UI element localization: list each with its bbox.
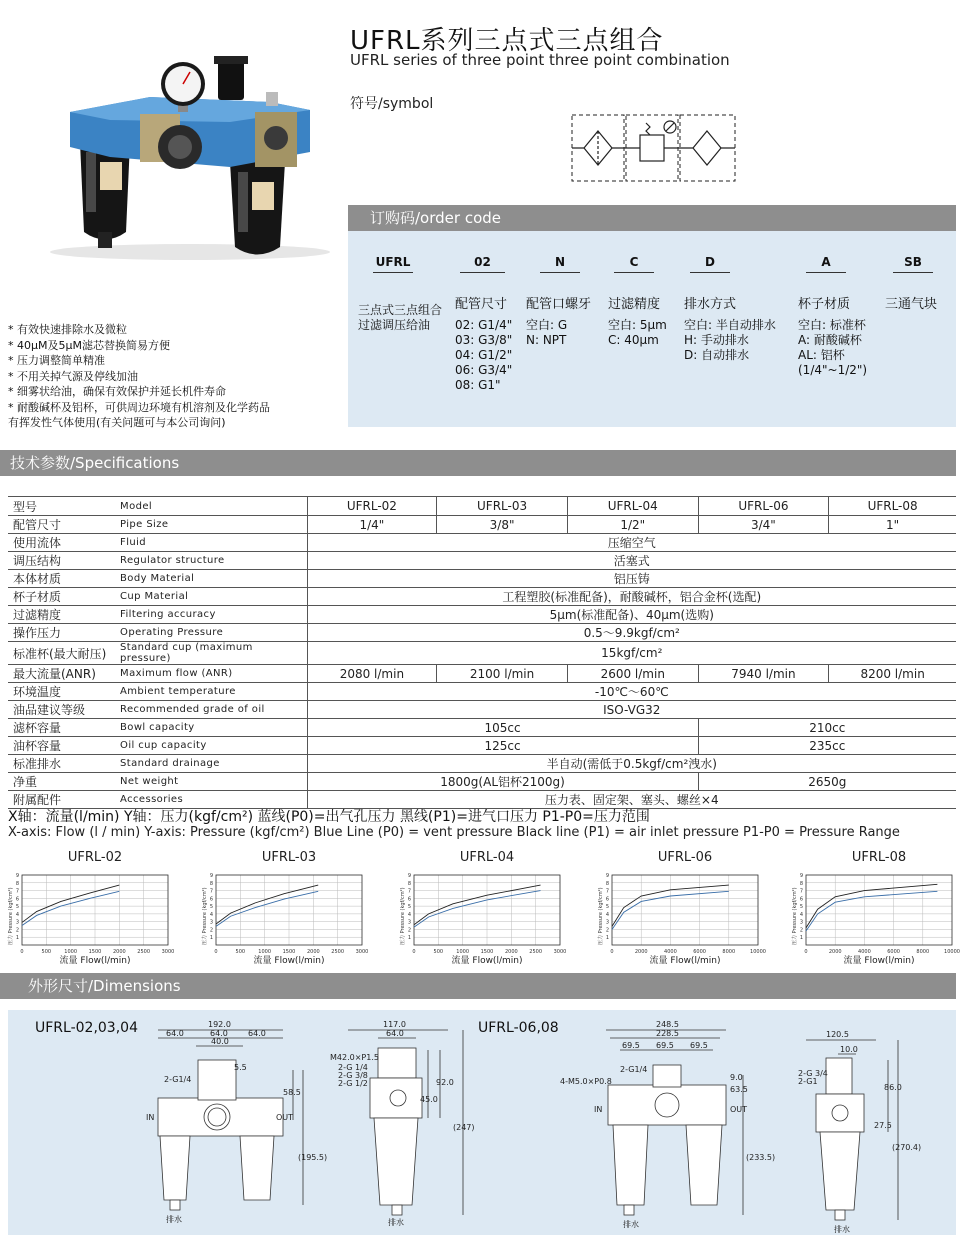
dim-label: 40.0 bbox=[211, 1037, 229, 1046]
y-axis-label: 压力 Pressure (kgf/cm²) bbox=[202, 887, 208, 945]
spec-value: 1" bbox=[829, 516, 956, 534]
x-tick-label: 1500 bbox=[88, 949, 102, 955]
y-axis-label: 压力 Pressure (kgf/cm²) bbox=[792, 887, 798, 945]
dim-label: 2-G1 bbox=[798, 1077, 818, 1086]
feature-item: * 细雾状给油，确保有效保护并延长机件寿命 bbox=[8, 385, 226, 398]
x-tick-label: 1000 bbox=[64, 949, 78, 955]
spec-value: 活塞式 bbox=[307, 552, 956, 570]
spec-value: 3/8" bbox=[437, 516, 568, 534]
y-tick-label: 2 bbox=[407, 927, 411, 934]
y-tick-label: 8 bbox=[799, 880, 803, 887]
desc-line: 06: G3/4" bbox=[455, 363, 513, 377]
spec-value: 0.5～9.9kgf/cm² bbox=[307, 624, 956, 642]
spec-label-zh: 使用流体 bbox=[8, 534, 115, 552]
x-tick-label: 0 bbox=[610, 949, 614, 955]
dimension-drawings bbox=[8, 1010, 956, 1235]
spec-label-zh: 最大流量(ANR) bbox=[8, 665, 115, 683]
spec-value: 105cc bbox=[307, 719, 698, 737]
spec-value: 1/4" bbox=[307, 516, 437, 534]
order-code-panel bbox=[348, 231, 956, 427]
dim-label: IN bbox=[146, 1113, 155, 1122]
dim-label: 10.0 bbox=[840, 1045, 858, 1054]
dim-label: 4-M5.0×P0.8 bbox=[560, 1077, 612, 1086]
desc-line: 空白: 5μm bbox=[608, 318, 667, 332]
spec-row bbox=[8, 606, 956, 624]
desc-heading: 配管口螺牙 bbox=[526, 297, 592, 312]
desc-heading: 三通气块 bbox=[885, 297, 938, 312]
x-tick-label: 6000 bbox=[693, 949, 706, 955]
dim-label: 排水 bbox=[166, 1215, 182, 1224]
specifications-header: 技术参数/Specifications bbox=[0, 450, 956, 476]
y-tick-label: 1 bbox=[605, 935, 609, 942]
spec-label-zh: 标准排水 bbox=[8, 755, 115, 773]
y-tick-label: 9 bbox=[407, 873, 411, 879]
spec-value: 1800g(AL铝杯2100g) bbox=[307, 773, 698, 791]
spec-label-en: Recommended grade of oil bbox=[115, 701, 307, 719]
x-axis-label: 流量 Flow(l/min) bbox=[843, 956, 915, 966]
spec-label-zh: 型号 bbox=[8, 497, 115, 516]
spec-value: 235cc bbox=[698, 737, 956, 755]
axis-legend-zh: X轴：流量(l/min) Y轴：压力(kgf/cm²) 蓝线(P0)=出气孔压力 黑线(P1)=进气口压力 P1-P0=压力范围 bbox=[8, 809, 650, 825]
order-code-item: N bbox=[540, 255, 580, 273]
dim-label: 2-G1/4 bbox=[620, 1065, 648, 1074]
x-tick-label: 2000 bbox=[828, 949, 842, 955]
dim-b-front bbox=[606, 1030, 743, 1215]
dim-label: 92.0 bbox=[436, 1078, 454, 1087]
page-subtitle: UFRL series of three point three point combination bbox=[350, 51, 730, 69]
dim-label: 45.0 bbox=[420, 1095, 438, 1104]
order-code-desc bbox=[608, 297, 667, 348]
dim-label: 27.5 bbox=[874, 1121, 892, 1130]
spec-row bbox=[8, 552, 956, 570]
dim-label: 120.5 bbox=[826, 1030, 849, 1039]
desc-line: 08: G1" bbox=[455, 378, 501, 392]
spec-label-en: Ambient temperature bbox=[115, 683, 307, 701]
feature-item: * 耐酸碱杯及铝杯，可供周边环境有机溶剂及化学药品 bbox=[8, 400, 270, 414]
x-axis-label: 流量 Flow(l/min) bbox=[253, 956, 325, 966]
y-tick-label: 6 bbox=[209, 896, 213, 903]
desc-heading: 过滤精度 bbox=[608, 297, 661, 312]
dimensions-header: 外形尺寸/Dimensions bbox=[0, 973, 956, 999]
spec-value: 半自动(需低于0.5kgf/cm²洩水) bbox=[307, 755, 956, 773]
spec-value: 5μm(标准配备)、40μm(选购) bbox=[307, 606, 956, 624]
spec-label-en: Oil cup capacity bbox=[115, 737, 307, 755]
spec-value: 2600 l/min bbox=[567, 665, 698, 683]
dim-label: (195.5) bbox=[298, 1153, 328, 1162]
order-code-item: UFRL bbox=[373, 255, 413, 273]
y-tick-label: 4 bbox=[799, 911, 803, 918]
y-tick-label: 2 bbox=[209, 927, 213, 934]
y-tick-label: 3 bbox=[605, 919, 609, 926]
dim-label: 117.0 bbox=[383, 1020, 406, 1029]
spec-label-zh: 油品建议等级 bbox=[8, 701, 115, 719]
order-code-desc bbox=[885, 297, 937, 318]
order-code-desc bbox=[358, 303, 442, 333]
spec-label-zh: 净重 bbox=[8, 773, 115, 791]
dim-label: 排水 bbox=[834, 1225, 850, 1234]
spec-row bbox=[8, 737, 956, 755]
dim-label: 排水 bbox=[388, 1218, 404, 1227]
chart-title: UFRL-06 bbox=[657, 850, 713, 865]
spec-value: 8200 l/min bbox=[829, 665, 956, 683]
y-tick-label: 7 bbox=[407, 888, 411, 895]
spec-label-en: Operating Pressure bbox=[115, 624, 307, 642]
spec-row bbox=[8, 755, 956, 773]
page-title: UFRL系列三点式三点组合 bbox=[350, 26, 664, 56]
y-tick-label: 7 bbox=[799, 888, 803, 895]
x-tick-label: 0 bbox=[412, 949, 416, 955]
spec-label-en: Fluid bbox=[115, 534, 307, 552]
y-tick-label: 1 bbox=[407, 935, 411, 942]
desc-line: 过滤调压给油 bbox=[358, 318, 431, 332]
spec-label-zh: 油杯容量 bbox=[8, 737, 115, 755]
y-tick-label: 4 bbox=[605, 911, 609, 918]
dim-label: (247) bbox=[453, 1123, 475, 1132]
y-tick-label: 5 bbox=[15, 904, 19, 911]
spec-label-en: Net weight bbox=[115, 773, 307, 791]
desc-line: H: 手动排水 bbox=[684, 333, 749, 347]
spec-label-zh: 配管尺寸 bbox=[8, 516, 115, 534]
y-tick-label: 8 bbox=[209, 880, 213, 887]
dim-label: IN bbox=[594, 1105, 603, 1114]
spec-row bbox=[8, 534, 956, 552]
order-code-item: 02 bbox=[460, 255, 505, 273]
spec-row bbox=[8, 588, 956, 606]
spec-label-zh: 调压结构 bbox=[8, 552, 115, 570]
y-tick-label: 7 bbox=[15, 888, 19, 895]
y-tick-label: 5 bbox=[209, 904, 213, 911]
plot-frame bbox=[612, 875, 758, 945]
dim-label: (233.5) bbox=[746, 1153, 776, 1162]
flow-chart bbox=[6, 845, 174, 967]
spec-label-zh: 附属配件 bbox=[8, 791, 115, 809]
spec-value: 7940 l/min bbox=[698, 665, 829, 683]
spec-table bbox=[8, 496, 956, 809]
spec-label-en: Body Material bbox=[115, 570, 307, 588]
y-tick-label: 8 bbox=[15, 880, 19, 887]
series-line-p0 bbox=[216, 891, 318, 926]
y-tick-label: 5 bbox=[407, 904, 411, 911]
x-tick-label: 0 bbox=[804, 949, 808, 955]
spec-value: UFRL-04 bbox=[567, 497, 698, 516]
x-tick-label: 500 bbox=[433, 949, 444, 955]
y-tick-label: 3 bbox=[15, 919, 19, 926]
spec-value: UFRL-08 bbox=[829, 497, 956, 516]
x-tick-label: 10000 bbox=[944, 949, 960, 955]
y-tick-label: 1 bbox=[15, 935, 19, 942]
spec-row bbox=[8, 719, 956, 737]
flow-chart bbox=[790, 845, 958, 967]
spec-value: 210cc bbox=[698, 719, 956, 737]
spec-value: 压缩空气 bbox=[307, 534, 956, 552]
feature-item: * 不用关掉气源及停线加油 bbox=[8, 369, 138, 383]
chart-title: UFRL-04 bbox=[459, 850, 515, 865]
spec-label-zh: 滤杯容量 bbox=[8, 719, 115, 737]
dim-label: 排水 bbox=[623, 1220, 639, 1229]
x-tick-label: 4000 bbox=[664, 949, 677, 955]
y-tick-label: 6 bbox=[407, 896, 411, 903]
spec-label-zh: 过滤精度 bbox=[8, 606, 115, 624]
spec-label-en: Standard cup (maximum pressure) bbox=[115, 642, 307, 665]
dim-label: 64.0 bbox=[210, 1029, 228, 1038]
x-tick-label: 2000 bbox=[112, 949, 126, 955]
x-tick-label: 0 bbox=[20, 949, 24, 955]
spec-value: 2100 l/min bbox=[437, 665, 568, 683]
x-axis-label: 流量 Flow(l/min) bbox=[649, 956, 721, 966]
spec-row bbox=[8, 773, 956, 791]
desc-line: 04: G1/2" bbox=[455, 348, 513, 362]
y-tick-label: 7 bbox=[605, 888, 609, 895]
dim-label: 69.5 bbox=[656, 1041, 674, 1050]
spec-value: 工程塑胶(标准配备)，耐酸碱杯，铝合金杯(选配) bbox=[307, 588, 956, 606]
spec-value: 15kgf/cm² bbox=[307, 642, 956, 665]
y-tick-label: 8 bbox=[605, 880, 609, 887]
desc-line: A: 耐酸碱杯 bbox=[798, 333, 862, 347]
y-axis-label: 压力 Pressure (kgf/cm²) bbox=[8, 887, 14, 945]
x-tick-label: 500 bbox=[235, 949, 246, 955]
spec-row bbox=[8, 624, 956, 642]
feature-list bbox=[8, 322, 343, 431]
y-tick-label: 4 bbox=[407, 911, 411, 918]
x-tick-label: 3000 bbox=[161, 949, 175, 955]
spec-row bbox=[8, 642, 956, 665]
y-tick-label: 6 bbox=[799, 896, 803, 903]
order-code-item: SB bbox=[893, 255, 933, 273]
dim-label: 64.0 bbox=[166, 1029, 184, 1038]
y-tick-label: 6 bbox=[15, 896, 19, 903]
y-tick-label: 7 bbox=[209, 888, 213, 895]
y-tick-label: 5 bbox=[605, 904, 609, 911]
symbol-diagram bbox=[570, 113, 740, 183]
series-line-p1 bbox=[414, 885, 541, 925]
desc-line: N: NPT bbox=[526, 333, 567, 347]
y-tick-label: 8 bbox=[407, 880, 411, 887]
spec-row bbox=[8, 570, 956, 588]
spec-label-en: Cup Material bbox=[115, 588, 307, 606]
x-tick-label: 0 bbox=[214, 949, 218, 955]
y-tick-label: 1 bbox=[799, 935, 803, 942]
dim-label: 58.5 bbox=[283, 1088, 301, 1097]
spec-value: -10℃～60℃ bbox=[307, 683, 956, 701]
spec-value: 2080 l/min bbox=[307, 665, 437, 683]
spec-label-en: Pipe Size bbox=[115, 516, 307, 534]
desc-line: D: 自动排水 bbox=[684, 348, 750, 362]
y-tick-label: 9 bbox=[15, 873, 19, 879]
axis-legend-en: X-axis: Flow (l / min) Y-axis: Pressure (kgf/cm²) Blue Line (P0) = vent pressure Black line (P1) = air inlet pressure P1-P0 = Pressure Range bbox=[8, 825, 900, 840]
desc-line: 三点式三点组合 bbox=[358, 303, 443, 317]
dim-label: 2-G1/4 bbox=[164, 1075, 192, 1084]
feature-item: * 有效快速排除水及微粒 bbox=[8, 323, 127, 336]
spec-label-en: Maximum flow (ANR) bbox=[115, 665, 307, 683]
spec-label-en: Accessories bbox=[115, 791, 307, 809]
order-code-desc bbox=[798, 297, 867, 378]
x-tick-label: 1500 bbox=[480, 949, 494, 955]
x-tick-label: 2000 bbox=[504, 949, 518, 955]
y-axis-label: 压力 Pressure (kgf/cm²) bbox=[400, 887, 406, 945]
spec-row bbox=[8, 701, 956, 719]
desc-heading: 配管尺寸 bbox=[455, 297, 508, 312]
x-tick-label: 8000 bbox=[916, 949, 930, 955]
spec-value: 铝压铸 bbox=[307, 570, 956, 588]
flow-chart bbox=[200, 845, 368, 967]
spec-row bbox=[8, 683, 956, 701]
dim-label: OUT bbox=[276, 1113, 294, 1122]
spec-label-en: Regulator structure bbox=[115, 552, 307, 570]
y-tick-label: 9 bbox=[799, 873, 803, 879]
spec-label-zh: 环境温度 bbox=[8, 683, 115, 701]
x-tick-label: 10000 bbox=[750, 949, 766, 955]
x-axis-label: 流量 Flow(l/min) bbox=[59, 956, 131, 966]
desc-line: 空白: 半自动排水 bbox=[684, 318, 776, 332]
dim-label: 2-G 3/8 bbox=[338, 1071, 368, 1080]
plot-frame bbox=[806, 875, 952, 945]
spec-label-zh: 操作压力 bbox=[8, 624, 115, 642]
y-tick-label: 2 bbox=[605, 927, 609, 934]
dim-label: OUT bbox=[730, 1105, 748, 1114]
symbol-label: 符号/symbol bbox=[350, 96, 434, 112]
dim-group-a-label: UFRL-02,03,04 bbox=[35, 1020, 138, 1036]
dim-label: (270.4) bbox=[892, 1143, 922, 1152]
spec-label-zh: 标准杯(最大耐压) bbox=[8, 642, 115, 665]
dim-label: 5.5 bbox=[234, 1063, 247, 1072]
dim-label: 2-G 1/2 bbox=[338, 1079, 368, 1088]
y-tick-label: 4 bbox=[209, 911, 213, 918]
series-line-p0 bbox=[806, 891, 937, 931]
x-tick-label: 2000 bbox=[306, 949, 320, 955]
dim-label: 2-G 3/4 bbox=[798, 1069, 828, 1078]
spec-label-en: Bowl capacity bbox=[115, 719, 307, 737]
spec-label-en: Standard drainage bbox=[115, 755, 307, 773]
dim-label: 63.5 bbox=[730, 1085, 748, 1094]
x-axis-label: 流量 Flow(l/min) bbox=[451, 956, 523, 966]
spec-label-en: Filtering accuracy bbox=[115, 606, 307, 624]
y-tick-label: 2 bbox=[799, 927, 803, 934]
y-tick-label: 6 bbox=[605, 896, 609, 903]
order-code-desc bbox=[526, 297, 591, 348]
spec-value: UFRL-02 bbox=[307, 497, 437, 516]
dim-group-b-label: UFRL-06,08 bbox=[478, 1020, 559, 1036]
x-tick-label: 2500 bbox=[529, 949, 543, 955]
order-code-item: C bbox=[614, 255, 654, 273]
y-tick-label: 5 bbox=[799, 904, 803, 911]
dim-label: 69.5 bbox=[622, 1041, 640, 1050]
y-axis-label: 压力 Pressure (kgf/cm²) bbox=[598, 887, 604, 945]
x-tick-label: 3000 bbox=[355, 949, 369, 955]
product-image bbox=[40, 52, 340, 262]
spec-row bbox=[8, 497, 956, 516]
y-tick-label: 4 bbox=[15, 911, 19, 918]
desc-line: 空白: G bbox=[526, 318, 568, 332]
dim-label: 64.0 bbox=[248, 1029, 266, 1038]
order-code-header: 订购码/order code bbox=[348, 205, 956, 231]
desc-line: 03: G3/8" bbox=[455, 333, 513, 347]
dim-label: 228.5 bbox=[656, 1029, 679, 1038]
desc-line: (1/4"~1/2") bbox=[798, 363, 868, 377]
spec-label-en: Model bbox=[115, 497, 307, 516]
x-tick-label: 4000 bbox=[858, 949, 871, 955]
y-tick-label: 2 bbox=[15, 927, 19, 934]
spec-label-zh: 本体材质 bbox=[8, 570, 115, 588]
y-tick-label: 9 bbox=[209, 873, 213, 879]
x-tick-label: 1000 bbox=[258, 949, 272, 955]
x-tick-label: 6000 bbox=[887, 949, 900, 955]
dim-label: 64.0 bbox=[386, 1029, 404, 1038]
x-tick-label: 500 bbox=[41, 949, 52, 955]
dim-label: 69.5 bbox=[690, 1041, 708, 1050]
feature-item: * 压力调整简单精准 bbox=[8, 354, 105, 367]
spec-value: ISO-VG32 bbox=[307, 701, 956, 719]
y-tick-label: 1 bbox=[209, 935, 213, 942]
spec-value: 压力表、固定架、塞头、螺丝×4 bbox=[307, 791, 956, 809]
feature-item: * 40μM及5μM滤芯替换简易方便 bbox=[8, 338, 170, 352]
spec-value: 125cc bbox=[307, 737, 698, 755]
y-tick-label: 9 bbox=[605, 873, 609, 879]
flow-chart bbox=[596, 845, 764, 967]
y-tick-label: 3 bbox=[799, 919, 803, 926]
dim-label: 86.0 bbox=[884, 1083, 902, 1092]
dim-label: 248.5 bbox=[656, 1020, 679, 1029]
desc-line: AL: 铝杯 bbox=[798, 348, 845, 362]
flow-chart bbox=[398, 845, 566, 967]
x-tick-label: 2500 bbox=[137, 949, 151, 955]
desc-heading: 杯子材质 bbox=[798, 297, 851, 312]
y-tick-label: 3 bbox=[407, 919, 411, 926]
desc-line: C: 40μm bbox=[608, 333, 659, 347]
spec-value: 3/4" bbox=[698, 516, 829, 534]
spec-row bbox=[8, 665, 956, 683]
spec-value: 2650g bbox=[698, 773, 956, 791]
spec-label-zh: 杯子材质 bbox=[8, 588, 115, 606]
dim-label: M42.0×P1.5 bbox=[330, 1053, 379, 1062]
dim-b-side bbox=[806, 1040, 898, 1220]
chart-title: UFRL-02 bbox=[67, 850, 123, 865]
chart-title: UFRL-08 bbox=[851, 850, 907, 865]
desc-line: 空白: 标准杯 bbox=[798, 318, 866, 332]
spec-row bbox=[8, 516, 956, 534]
order-code-item: A bbox=[806, 255, 846, 273]
x-tick-label: 1500 bbox=[282, 949, 296, 955]
x-tick-label: 3000 bbox=[553, 949, 567, 955]
x-tick-label: 8000 bbox=[722, 949, 736, 955]
chart-title: UFRL-03 bbox=[261, 850, 317, 865]
order-code-item: D bbox=[690, 255, 730, 273]
dim-label: 192.0 bbox=[208, 1020, 231, 1029]
order-code-desc bbox=[684, 297, 776, 363]
spec-value: UFRL-06 bbox=[698, 497, 829, 516]
desc-heading: 排水方式 bbox=[684, 297, 737, 312]
feature-item: 有挥发性气体使用(有关问题可与本公司询问) bbox=[8, 416, 226, 429]
desc-line: 02: G1/4" bbox=[455, 318, 513, 332]
y-tick-label: 3 bbox=[209, 919, 213, 926]
order-code-desc bbox=[455, 297, 512, 393]
dim-label: 2-G 1/4 bbox=[338, 1063, 368, 1072]
x-tick-label: 2500 bbox=[331, 949, 345, 955]
x-tick-label: 1000 bbox=[456, 949, 470, 955]
x-tick-label: 2000 bbox=[634, 949, 648, 955]
dim-label: 9.0 bbox=[730, 1073, 743, 1082]
spec-value: UFRL-03 bbox=[437, 497, 568, 516]
spec-value: 1/2" bbox=[567, 516, 698, 534]
